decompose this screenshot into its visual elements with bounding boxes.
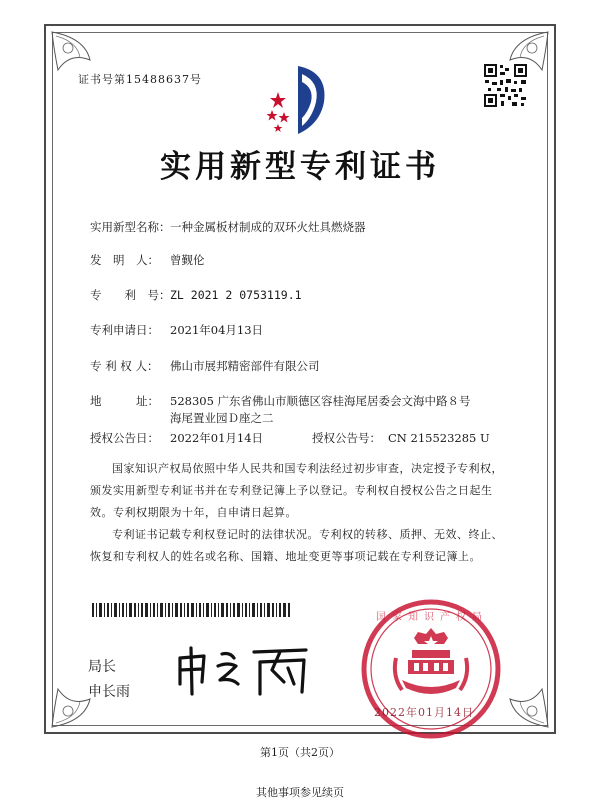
field-value: 2022年01月14日: [170, 431, 264, 445]
legal-status-paragraph: 专利证书记载专利权登记时的法律状况。专利权的转移、质押、无效、终止、恢复和专利权人的姓名或名称、国籍、地址变更等事项记载在专利登记簿上。: [90, 528, 503, 563]
field-label: 地 址：: [90, 394, 159, 408]
field-label: 实用新型名称：: [90, 220, 171, 234]
signature-image: [168, 640, 318, 700]
field-label: 专 利 号：: [90, 288, 171, 302]
patent-office-logo-icon: [258, 62, 332, 138]
field-value: 海尾置业园Ｄ座之二: [170, 411, 274, 425]
field-value: 曾觐伦: [170, 253, 205, 267]
field-value: 2021年04月13日: [170, 323, 264, 337]
field-value: 佛山市展邦精密部件有限公司: [170, 359, 320, 373]
field-value: ZL 2021 2 0753119.1: [170, 288, 302, 302]
page-number: 第1页（共2页）: [260, 746, 340, 759]
statement-paragraph: 国家知识产权局依照中华人民共和国专利法经过初步审查，决定授予专利权，颁发实用新型专利证书并在专利登记簿上予以登记。专利权自授权公告之日起生效。专利权期限为十年，自申请日起算。: [90, 462, 503, 519]
field-label: 授权公告号：: [312, 431, 381, 445]
field-label: 专 利 权 人：: [90, 359, 159, 373]
corner-ornament-icon: [50, 30, 120, 100]
field-label: 专利申请日：: [90, 323, 159, 337]
seal-text: 国家知识产权局: [376, 612, 488, 623]
qr-code-icon: [483, 63, 528, 108]
certificate-number: 证书号第15488637号: [78, 73, 202, 86]
document-title: 实用新型专利证书: [160, 149, 440, 185]
field-value: 一种金属板材制成的双环火灶具燃烧器: [170, 220, 366, 234]
field-value: CN 215523285 U: [388, 431, 490, 445]
field-label: 授权公告日：: [90, 431, 159, 445]
director-title: 局长: [88, 659, 116, 675]
director-name: 申长雨: [88, 684, 130, 700]
field-label: 发 明 人：: [90, 253, 159, 267]
barcode-icon: [92, 603, 292, 617]
continuation-note: 其他事项参见续页: [256, 786, 344, 799]
field-value: 528305 广东省佛山市顺德区容桂海尾居委会文海中路８号: [170, 394, 471, 408]
seal-date: 2022年01月14日: [374, 706, 474, 719]
